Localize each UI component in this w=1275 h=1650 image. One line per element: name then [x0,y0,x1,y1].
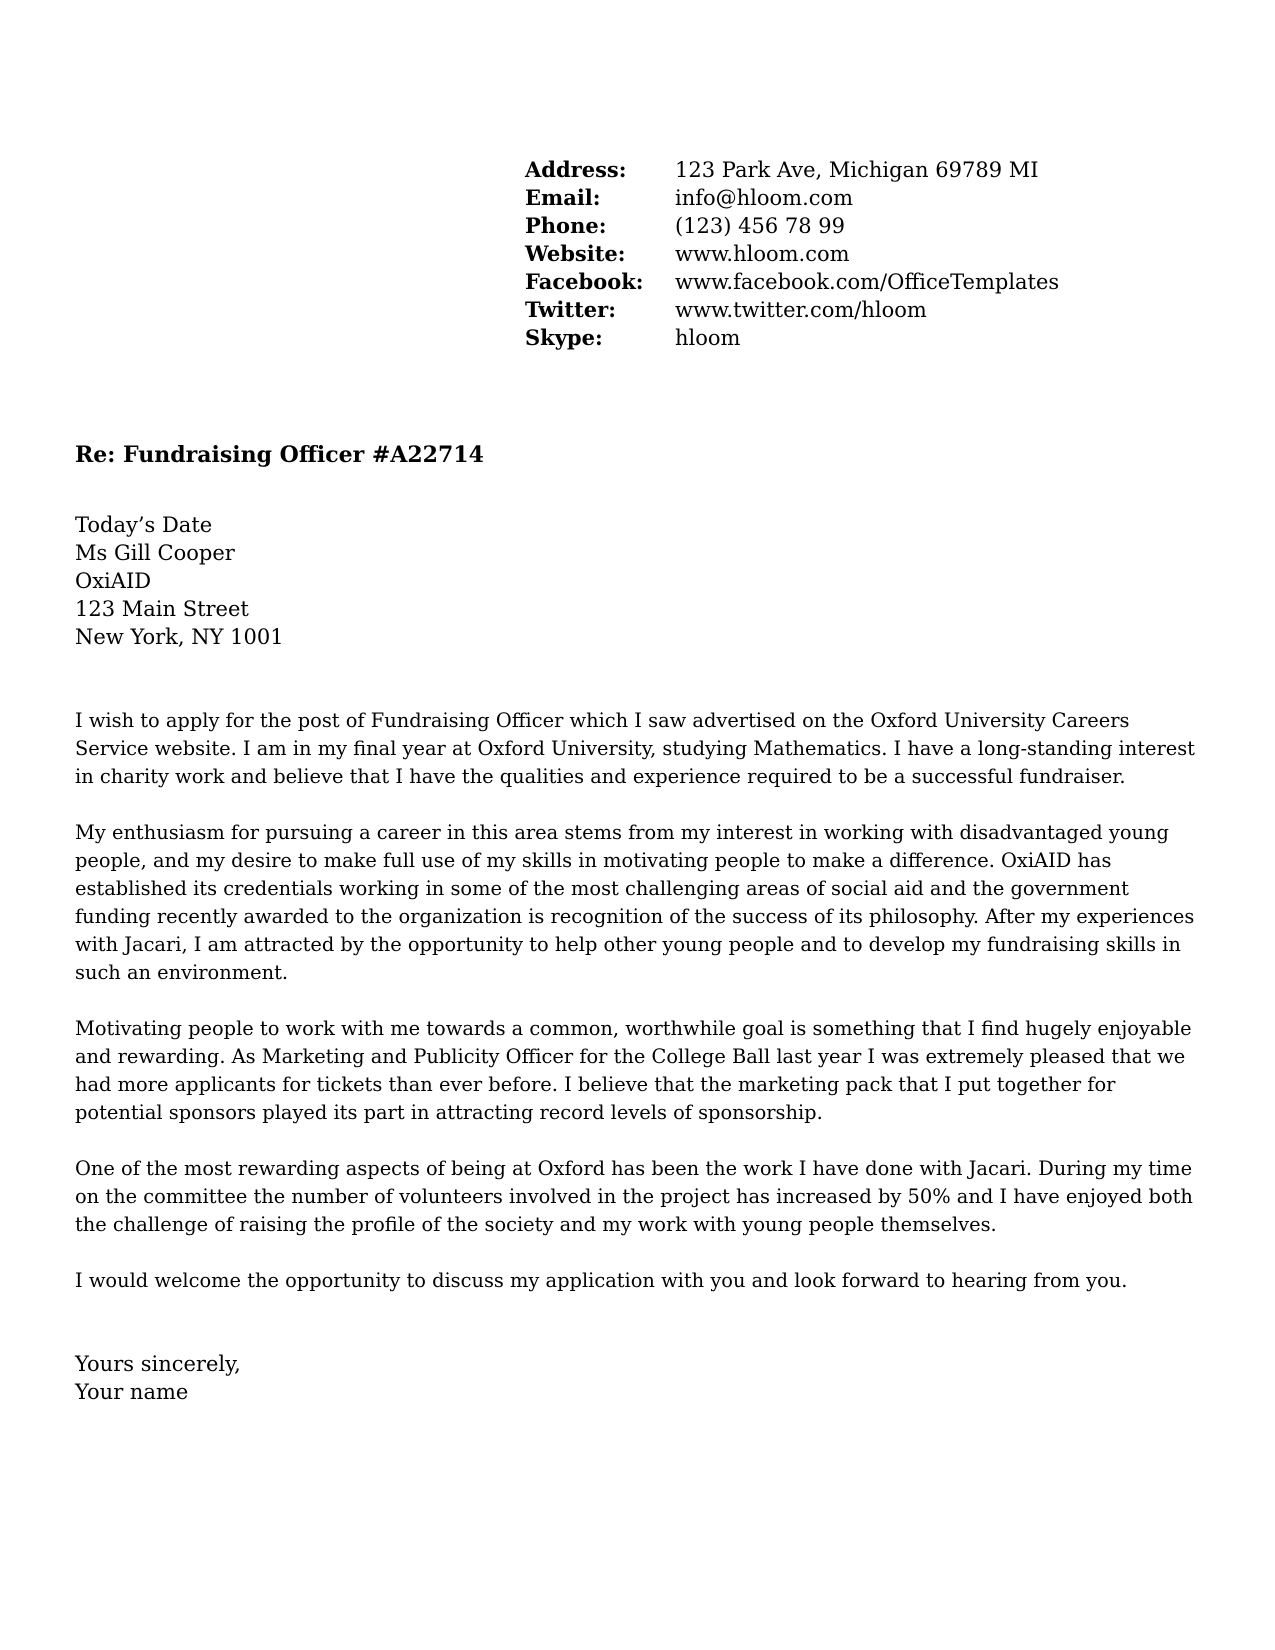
contact-row-phone [525,212,1059,240]
email-value: info@hloom.com [675,186,854,210]
contact-row-facebook [525,268,1059,296]
facebook-label: Facebook: [525,269,644,294]
website-label: Website: [525,241,626,266]
subject-line: Re: Fundraising Officer #A22714 [75,442,484,468]
contact-info-block [525,156,1059,352]
twitter-label: Twitter: [525,297,616,322]
recipient-name: Ms Gill Cooper [75,541,235,565]
signature-name: Your name [75,1380,189,1404]
contact-row-website [525,240,1059,268]
contact-row-twitter [525,296,1059,324]
email-label: Email: [525,185,601,210]
body-paragraph: I would welcome the opportunity to discuss my application with you and look forward to hearing from you. [75,1269,1128,1292]
body-paragraph: Motivating people to work with me towards a common, worthwhile goal is something that I find hugely enjoyable and rewarding. As Marketing and Publicity Officer for the College Ball last year I was extremely pleased that we had more applicants for tickets than ever before. I believe that the marketing pack that I put together for potential sponsors played its part in attracting record levels of sponsorship. [75,1017,1192,1124]
contact-row-skype [525,324,1059,352]
letter-date: Today’s Date [75,513,213,537]
skype-value: hloom [675,326,741,350]
contact-row-email [525,184,1059,212]
website-value: www.hloom.com [675,242,850,266]
closing-block [75,1350,241,1406]
twitter-value: www.twitter.com/hloom [675,298,927,322]
body-paragraph: I wish to apply for the post of Fundraising Officer which I saw advertised on the Oxford University Careers Service website. I am in my final year at Oxford University, studying Mathematics. I have a long-standing interest in charity work and believe that I have the qualities and experience required to be a successful fundraiser. [75,709,1195,788]
recipient-city: New York, NY 1001 [75,625,284,649]
contact-row-address [525,156,1059,184]
body-paragraph: My enthusiasm for pursuing a career in this area stems from my interest in working with disadvantaged young people, and my desire to make full use of my skills in motivating people to make a difference. OxiAID has established its credentials working in some of the most challenging areas of social aid and the government funding recently awarded to the organization is recognition of the success of its philosophy. After my experiences with Jacari, I am attracted by the opportunity to help other young people and to develop my fundraising skills in such an environment. [75,821,1195,984]
skype-label: Skype: [525,325,603,350]
closing-salutation: Yours sincerely, [75,1352,241,1376]
recipient-company: OxiAID [75,569,152,593]
address-value: 123 Park Ave, Michigan 69789 MI [675,158,1039,182]
phone-value: (123) 456 78 99 [675,214,846,238]
recipient-street: 123 Main Street [75,597,249,621]
body-paragraph: One of the most rewarding aspects of being at Oxford has been the work I have done with Jacari. During my time on the committee the number of volunteers involved in the project has increased by 50% and I have enjoyed both the challenge of raising the profile of the society and my work with young people themselves. [75,1157,1193,1236]
recipient-block [75,511,284,651]
letter-body [75,707,1205,1323]
address-label: Address: [525,157,627,182]
facebook-value: www.facebook.com/OfficeTemplates [675,270,1060,294]
phone-label: Phone: [525,213,607,238]
